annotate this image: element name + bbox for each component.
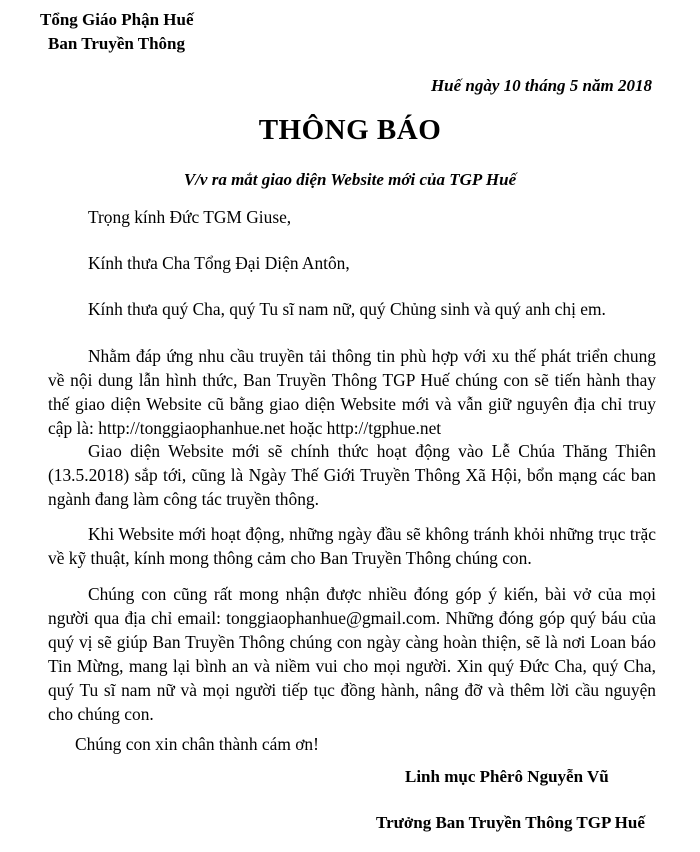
closing-thanks: Chúng con xin chân thành cám ơn! bbox=[75, 734, 319, 754]
paragraph-technical-issues: Khi Website mới hoạt động, những ngày đầu sẽ không tránh khỏi những trục trặc về kỹ thuật, kính mong thông cảm cho Ban Truyền Thông chúng con. bbox=[48, 524, 656, 568]
organization-name: Tổng Giáo Phận Huế bbox=[40, 10, 194, 29]
document-subject: V/v ra mắt giao diện Website mới của TGP Huế bbox=[183, 170, 517, 189]
paragraph-website-change: Nhằm đáp ứng nhu cầu truyền tải thông tin phù hợp với xu thế phát triển chung về nội dung lẫn hình thức, Ban Truyền Thông TGP Huế chúng con sẽ tiến hành thay thế giao diện Website cũ bằng giao diện Website mới và vẫn giữ nguyên địa chỉ truy cập là: http://tonggiaophanhue.net hoặc http://tgphue.net bbox=[48, 346, 656, 438]
salutation-clergy-faithful: Kính thưa quý Cha, quý Tu sĩ nam nữ, quý Chủng sinh và quý anh chị em. bbox=[88, 299, 606, 319]
paragraph-launch-date: Giao diện Website mới sẽ chính thức hoạt động vào Lễ Chúa Thăng Thiên (13.5.2018) sắp tới, cũng là Ngày Thế Giới Truyền Thông Xã Hội, bổn mạng các ban ngành đang làm công tác truyền thông. bbox=[48, 441, 656, 509]
date-line: Huế ngày 10 tháng 5 năm 2018 bbox=[430, 76, 652, 95]
paragraph-contributions: Chúng con cũng rất mong nhận được nhiều đóng góp ý kiến, bài vở của mọi người qua địa chỉ email: tonggiaophanhue@gmail.com. Những đóng góp quý báu của quý vị sẽ giúp Ban Truyền Thông chúng con ngày càng hoàn thiện, sẽ là nơi Loan báo Tin Mừng, mang lại bình an và niềm vui cho mọi người. Xin quý Đức Cha, quý Cha, quý Tu sĩ nam nữ và mọi người tiếp tục đồng hành, nâng đỡ và thêm lời cầu nguyện cho chúng con. bbox=[48, 584, 656, 724]
document-title: THÔNG BÁO bbox=[258, 114, 442, 146]
salutation-vicar-general: Kính thưa Cha Tổng Đại Diện Antôn, bbox=[88, 253, 350, 273]
department-name: Ban Truyền Thông bbox=[48, 34, 186, 53]
signatory-position: Trưởng Ban Truyền Thông TGP Huế bbox=[376, 813, 645, 832]
signatory-name: Linh mục Phêrô Nguyễn Vũ bbox=[405, 767, 609, 786]
salutation-archbishop: Trọng kính Đức TGM Giuse, bbox=[88, 207, 292, 227]
